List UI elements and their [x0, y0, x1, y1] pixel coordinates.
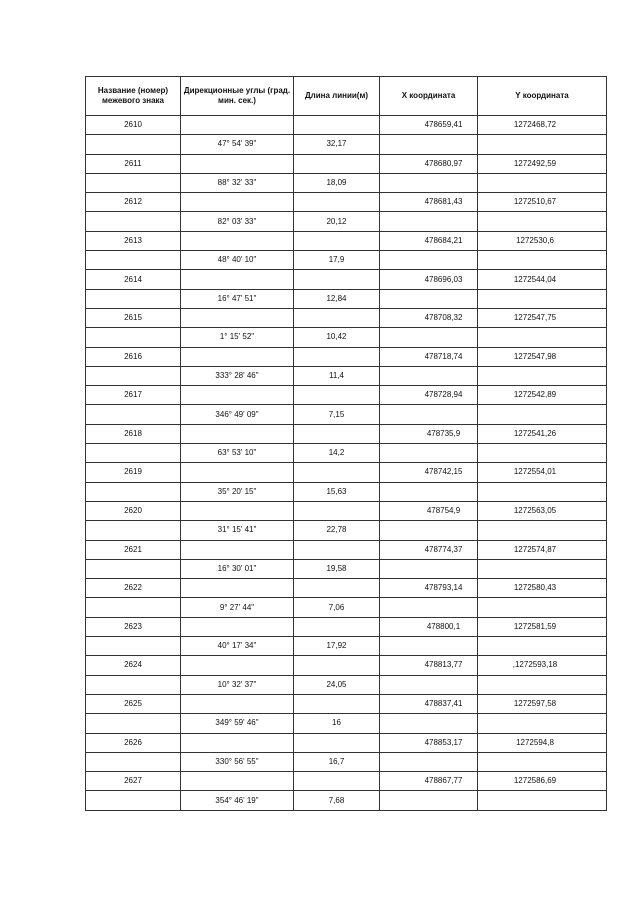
empty-cell: [478, 135, 607, 154]
x-coordinate: 478837,41: [380, 694, 478, 713]
empty-cell: [86, 212, 181, 231]
x-coordinate: 478696,03: [380, 270, 478, 289]
x-coordinate: 478684,21: [380, 231, 478, 250]
empty-cell: [294, 270, 380, 289]
point-name: 2610: [86, 116, 181, 135]
empty-cell: [86, 405, 181, 424]
direction-angle: 346° 49' 09": [181, 405, 294, 424]
x-coordinate: 478813,77: [380, 656, 478, 675]
point-name: 2614: [86, 270, 181, 289]
table-row: [86, 617, 607, 636]
empty-cell: [181, 308, 294, 327]
table-row: [86, 521, 607, 540]
point-name: 2620: [86, 501, 181, 520]
empty-cell: [294, 386, 380, 405]
empty-cell: [294, 579, 380, 598]
empty-cell: [478, 212, 607, 231]
empty-cell: [181, 501, 294, 520]
line-length: 7,15: [294, 405, 380, 424]
table-header-row: [86, 77, 607, 116]
empty-cell: [380, 752, 478, 771]
x-coordinate: 478853,17: [380, 733, 478, 752]
empty-cell: [478, 752, 607, 771]
table-row: [86, 308, 607, 327]
x-coordinate: 478774,37: [380, 540, 478, 559]
empty-cell: [380, 714, 478, 733]
empty-cell: [181, 617, 294, 636]
direction-angle: 10° 32' 37": [181, 675, 294, 694]
empty-cell: [478, 598, 607, 617]
empty-cell: [380, 444, 478, 463]
y-coordinate: 1272547,98: [478, 347, 607, 366]
empty-cell: [478, 482, 607, 501]
empty-cell: [86, 328, 181, 347]
line-length: 22,78: [294, 521, 380, 540]
x-coordinate: 478800,1: [380, 617, 478, 636]
table-row: [86, 656, 607, 675]
y-coordinate: 1272468,72: [478, 116, 607, 135]
line-length: 19,58: [294, 559, 380, 578]
empty-cell: [181, 270, 294, 289]
line-length: 7,68: [294, 791, 380, 810]
empty-cell: [181, 540, 294, 559]
empty-cell: [181, 463, 294, 482]
header-length: Длина линии(м): [294, 77, 380, 116]
empty-cell: [86, 366, 181, 385]
line-length: 17,9: [294, 251, 380, 270]
empty-cell: [181, 579, 294, 598]
empty-cell: [478, 289, 607, 308]
table-row: [86, 231, 607, 250]
line-length: 20,12: [294, 212, 380, 231]
direction-angle: 31° 15' 41": [181, 521, 294, 540]
empty-cell: [294, 193, 380, 212]
empty-cell: [294, 424, 380, 443]
point-name: 2619: [86, 463, 181, 482]
empty-cell: [478, 714, 607, 733]
y-coordinate: 1272554,01: [478, 463, 607, 482]
empty-cell: [380, 791, 478, 810]
point-name: 2624: [86, 656, 181, 675]
empty-cell: [181, 772, 294, 791]
empty-cell: [294, 617, 380, 636]
point-name: 2617: [86, 386, 181, 405]
x-coordinate: 478754,9: [380, 501, 478, 520]
table-row: [86, 733, 607, 752]
y-coordinate: 1272574,87: [478, 540, 607, 559]
table-row: [86, 386, 607, 405]
x-coordinate: 478742,15: [380, 463, 478, 482]
table-row: [86, 463, 607, 482]
line-length: 16: [294, 714, 380, 733]
table-row: [86, 501, 607, 520]
empty-cell: [86, 598, 181, 617]
direction-angle: 82° 03' 33": [181, 212, 294, 231]
y-coordinate: 1272581,59: [478, 617, 607, 636]
table-row: [86, 791, 607, 810]
empty-cell: [380, 212, 478, 231]
table-row: [86, 598, 607, 617]
direction-angle: 48° 40' 10": [181, 251, 294, 270]
x-coordinate: 478793,14: [380, 579, 478, 598]
empty-cell: [380, 637, 478, 656]
table-row: [86, 116, 607, 135]
empty-cell: [181, 193, 294, 212]
table-row: [86, 752, 607, 771]
empty-cell: [478, 444, 607, 463]
empty-cell: [86, 444, 181, 463]
table-row: [86, 694, 607, 713]
line-length: 12,84: [294, 289, 380, 308]
y-coordinate: 1272563,05: [478, 501, 607, 520]
empty-cell: [181, 116, 294, 135]
y-coordinate: 1272510,67: [478, 193, 607, 212]
header-name: Название (номер) межевого знака: [86, 77, 181, 116]
point-name: 2612: [86, 193, 181, 212]
empty-cell: [86, 289, 181, 308]
table-row: [86, 212, 607, 231]
direction-angle: 1° 15' 52": [181, 328, 294, 347]
empty-cell: [181, 154, 294, 173]
table-row: [86, 772, 607, 791]
empty-cell: [294, 540, 380, 559]
table-row: [86, 154, 607, 173]
empty-cell: [294, 501, 380, 520]
x-coordinate: 478735,9: [380, 424, 478, 443]
point-name: 2622: [86, 579, 181, 598]
empty-cell: [478, 675, 607, 694]
x-coordinate: 478708,32: [380, 308, 478, 327]
empty-cell: [86, 791, 181, 810]
empty-cell: [181, 694, 294, 713]
y-coordinate: 1272492,59: [478, 154, 607, 173]
header-x: X координата: [380, 77, 478, 116]
empty-cell: [478, 328, 607, 347]
direction-angle: 333° 28' 46": [181, 366, 294, 385]
empty-cell: [294, 694, 380, 713]
empty-cell: [478, 521, 607, 540]
table-row: [86, 289, 607, 308]
y-coordinate: 1272530,6: [478, 231, 607, 250]
point-name: 2618: [86, 424, 181, 443]
table-row: [86, 173, 607, 192]
x-coordinate: 478728,94: [380, 386, 478, 405]
empty-cell: [294, 463, 380, 482]
empty-cell: [478, 637, 607, 656]
empty-cell: [294, 656, 380, 675]
point-name: 2616: [86, 347, 181, 366]
table-row: [86, 540, 607, 559]
x-coordinate: 478680,97: [380, 154, 478, 173]
empty-cell: [181, 424, 294, 443]
table-row: [86, 579, 607, 598]
empty-cell: [478, 366, 607, 385]
y-coordinate: 1272586,69: [478, 772, 607, 791]
table-row: [86, 328, 607, 347]
empty-cell: [380, 675, 478, 694]
line-length: 24,05: [294, 675, 380, 694]
line-length: 11,4: [294, 366, 380, 385]
line-length: 32,17: [294, 135, 380, 154]
direction-angle: 354° 46' 19": [181, 791, 294, 810]
table-body: [86, 116, 607, 811]
point-name: 2625: [86, 694, 181, 713]
empty-cell: [380, 482, 478, 501]
y-coordinate: 1272544,04: [478, 270, 607, 289]
point-name: 2623: [86, 617, 181, 636]
table-row: [86, 405, 607, 424]
line-length: 17,92: [294, 637, 380, 656]
direction-angle: 16° 47' 51": [181, 289, 294, 308]
y-coordinate: 1272597,58: [478, 694, 607, 713]
empty-cell: [181, 656, 294, 675]
line-length: 15,63: [294, 482, 380, 501]
empty-cell: [86, 675, 181, 694]
empty-cell: [181, 347, 294, 366]
line-length: 16,7: [294, 752, 380, 771]
empty-cell: [294, 772, 380, 791]
y-coordinate: 1272541,26: [478, 424, 607, 443]
empty-cell: [181, 231, 294, 250]
point-name: 2626: [86, 733, 181, 752]
table-row: [86, 366, 607, 385]
point-name: 2627: [86, 772, 181, 791]
table-row: [86, 559, 607, 578]
empty-cell: [86, 559, 181, 578]
empty-cell: [181, 386, 294, 405]
empty-cell: [86, 752, 181, 771]
header-angles: Дирекционные углы (град. мин. сек.): [181, 77, 294, 116]
empty-cell: [380, 559, 478, 578]
direction-angle: 63° 53' 10": [181, 444, 294, 463]
direction-angle: 47° 54' 39": [181, 135, 294, 154]
empty-cell: [380, 366, 478, 385]
y-coordinate: ,1272593,18: [478, 656, 607, 675]
table-row: [86, 424, 607, 443]
direction-angle: 16° 30' 01": [181, 559, 294, 578]
empty-cell: [478, 405, 607, 424]
direction-angle: 35° 20' 15": [181, 482, 294, 501]
direction-angle: 9° 27' 44": [181, 598, 294, 617]
empty-cell: [478, 173, 607, 192]
line-length: 18,09: [294, 173, 380, 192]
empty-cell: [380, 521, 478, 540]
empty-cell: [86, 482, 181, 501]
empty-cell: [380, 328, 478, 347]
y-coordinate: 1272580,43: [478, 579, 607, 598]
empty-cell: [478, 559, 607, 578]
table-row: [86, 270, 607, 289]
table-row: [86, 347, 607, 366]
y-coordinate: 1272594,8: [478, 733, 607, 752]
line-length: 7,06: [294, 598, 380, 617]
x-coordinate: 478681,43: [380, 193, 478, 212]
table-row: [86, 482, 607, 501]
line-length: 14,2: [294, 444, 380, 463]
point-name: 2621: [86, 540, 181, 559]
empty-cell: [181, 733, 294, 752]
line-length: 10,42: [294, 328, 380, 347]
empty-cell: [294, 154, 380, 173]
direction-angle: 88° 32' 33": [181, 173, 294, 192]
empty-cell: [86, 714, 181, 733]
empty-cell: [294, 231, 380, 250]
empty-cell: [294, 733, 380, 752]
empty-cell: [86, 173, 181, 192]
empty-cell: [380, 405, 478, 424]
table-row: [86, 637, 607, 656]
empty-cell: [478, 251, 607, 270]
table-row: [86, 444, 607, 463]
empty-cell: [86, 135, 181, 154]
y-coordinate: 1272542,89: [478, 386, 607, 405]
table-row: [86, 714, 607, 733]
boundary-coordinates-table: [85, 76, 607, 811]
empty-cell: [380, 251, 478, 270]
empty-cell: [478, 791, 607, 810]
direction-angle: 349° 59' 46": [181, 714, 294, 733]
point-name: 2615: [86, 308, 181, 327]
direction-angle: 40° 17' 34": [181, 637, 294, 656]
table-row: [86, 251, 607, 270]
empty-cell: [294, 116, 380, 135]
x-coordinate: 478867,77: [380, 772, 478, 791]
empty-cell: [294, 347, 380, 366]
table-row: [86, 675, 607, 694]
empty-cell: [380, 598, 478, 617]
y-coordinate: 1272547,75: [478, 308, 607, 327]
table-row: [86, 193, 607, 212]
empty-cell: [86, 637, 181, 656]
x-coordinate: 478718,74: [380, 347, 478, 366]
point-name: 2611: [86, 154, 181, 173]
x-coordinate: 478659,41: [380, 116, 478, 135]
empty-cell: [380, 173, 478, 192]
header-y: Y координата: [478, 77, 607, 116]
empty-cell: [380, 289, 478, 308]
table-row: [86, 135, 607, 154]
empty-cell: [380, 135, 478, 154]
empty-cell: [294, 308, 380, 327]
empty-cell: [86, 521, 181, 540]
direction-angle: 330° 56' 55": [181, 752, 294, 771]
empty-cell: [86, 251, 181, 270]
point-name: 2613: [86, 231, 181, 250]
